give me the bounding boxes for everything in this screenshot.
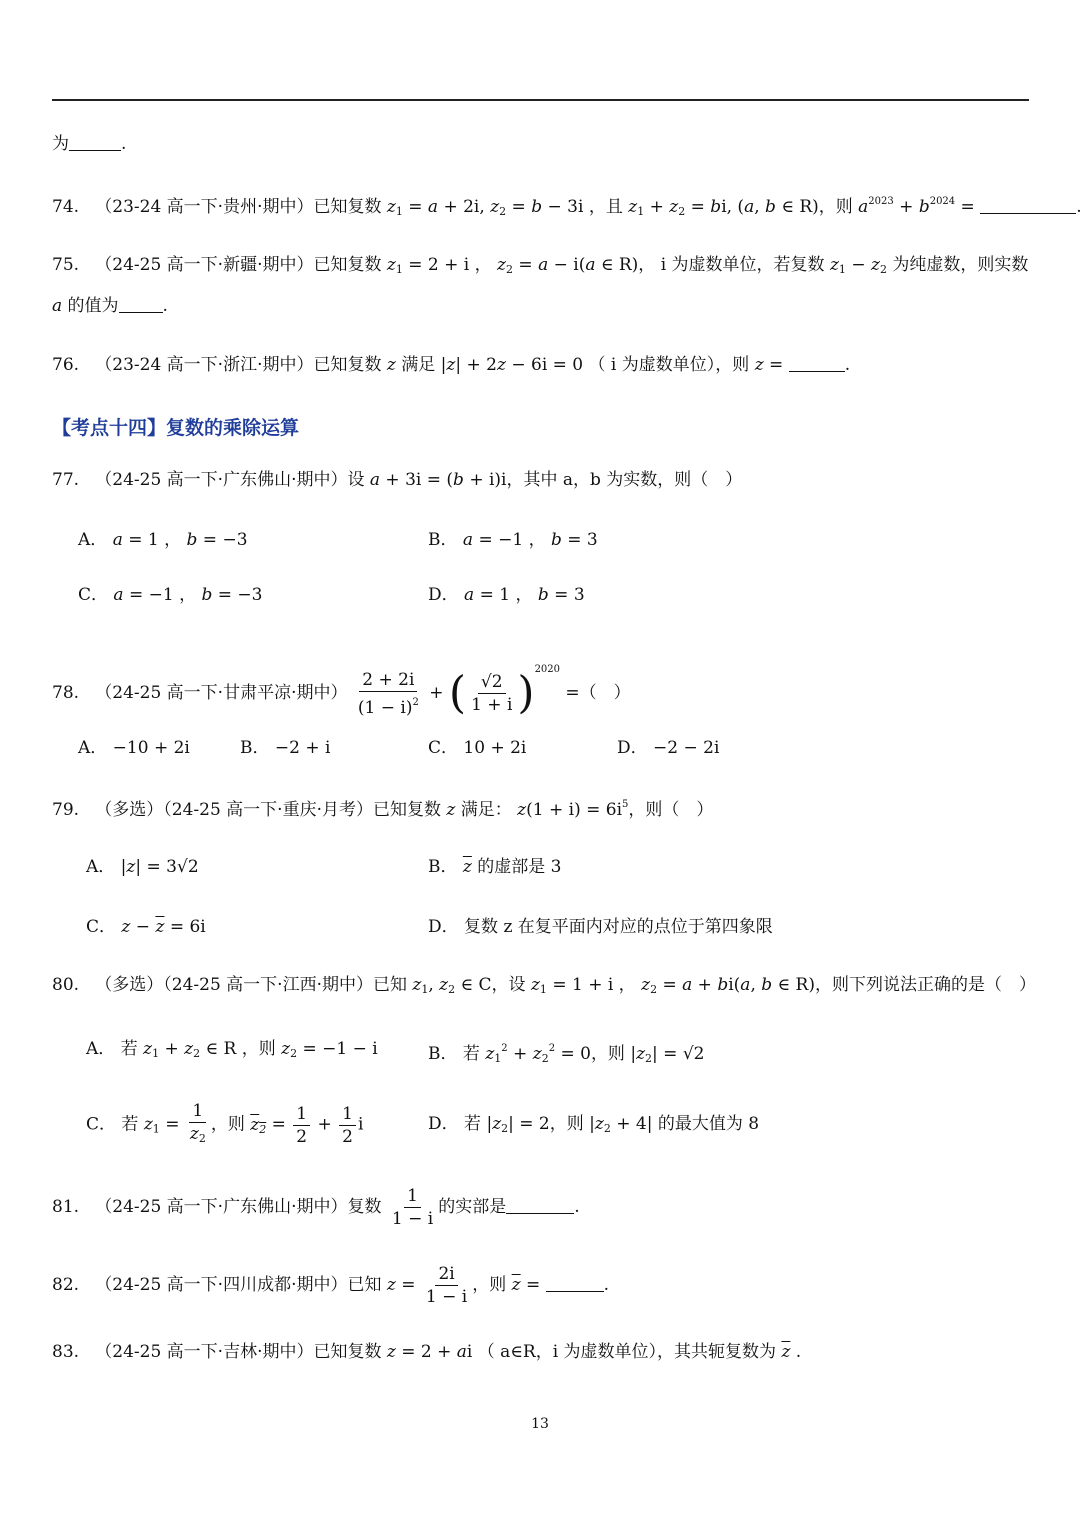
question-83: 83. （24-25 高一下·吉林·期中）已知复数 z = 2 + ai （ a∈R，i 为虚数单位），其共轭复数为 $\overline{z}$ . — [52, 1342, 802, 1362]
q79-option-a[interactable]: A． |z| = 3√2 — [86, 857, 199, 877]
q78-option-d[interactable]: D． −2 − 2i — [617, 738, 720, 758]
q79-option-c[interactable]: C． $z - \overline{z} = 6i$ — [86, 917, 206, 937]
question-76: 76. （23-24 高一下·浙江·期中）已知复数 z 满足 |z| + 2z − 6i = 0 （ i 为虚数单位），则 z = . — [52, 355, 851, 375]
q80-option-b[interactable]: B． 若 $z_1^2 + z_2^2 = 0$，则 $|z_2| = √2$ — [428, 1043, 705, 1065]
q73-tail: 为 . — [52, 134, 127, 154]
fraction: $\frac{√2}{1 + i}$ — [471, 672, 513, 715]
section-heading: 【考点十四】复数的乘除运算 — [52, 417, 300, 439]
q77-option-b[interactable]: B． a = −1 ， b = 3 — [428, 530, 598, 550]
fraction: $\frac{1}{2}$ — [293, 1103, 310, 1148]
q78-option-b[interactable]: B． −2 + i — [240, 738, 331, 758]
q77-option-a[interactable]: A． a = 1 ， b = −3 — [78, 530, 248, 550]
question-75-line2: a 的值为 . — [52, 296, 168, 316]
header-rule — [52, 99, 1029, 101]
fraction: $\frac{2 + 2i}{(1 - i)^2}$ — [357, 669, 419, 718]
question-74: 74. （23-24 高一下·贵州·期中）已知复数 $z_1 = a + 2i$, $z_2 = b - 3i$ ，且 $z_1 + z_2$ = bi, (a, b ∈ R)，则 $a^{2023} + b^{2024}$ = . — [52, 196, 1082, 218]
question-78: 78. （24-25 高一下·甘肃平凉·期中） $\frac{2 + 2i}{(1 - i)^2}$ + ( $\frac{√2}{1 + i}$ )$^{2020}$ =（ ） — [52, 664, 631, 719]
q79-option-d[interactable]: D． 复数 z 在复平面内对应的点位于第四象限 — [428, 917, 773, 937]
q77-option-c[interactable]: C． a = −1 ， b = −3 — [78, 585, 263, 605]
answer-blank — [69, 134, 121, 151]
page-number: 13 — [531, 1416, 549, 1432]
q78-option-c[interactable]: C． 10 + 2i — [428, 738, 527, 758]
fraction: $\frac{1}{1 - i}$ — [391, 1186, 434, 1229]
fraction: $\frac{2i}{1 - i}$ — [425, 1264, 468, 1307]
q78-option-a[interactable]: A． −10 + 2i — [78, 738, 190, 758]
q80-option-d[interactable]: D． 若 $|z_2| = 2$，则 $|z_2 + 4|$ 的最大值为 8 — [428, 1114, 760, 1135]
answer-blank — [506, 1197, 574, 1214]
question-75: 75. （24-25 高一下·新疆·期中）已知复数 $z_1 = 2 + i$ ， $z_2 = a - i(a$ ∈ R)， i 为虚数单位，若复数 $z_1 - z_2$ 为纯虚数，则实数 — [52, 255, 1029, 276]
q79-option-b[interactable]: B． $\overline{z}$ 的虚部是 3 — [428, 857, 562, 877]
fraction: $\frac{1}{2}$ — [339, 1103, 356, 1148]
question-80: 80. （多选）（24-25 高一下·江西·期中）已知 $z_1$, $z_2$ ∈ C，设 $z_1 = 1 + i$ ， $z_2 = a + bi(a$, b ∈ R)，则下列说法正确的是（ ） — [52, 975, 1036, 996]
q77-option-d[interactable]: D． a = 1 ， b = 3 — [428, 585, 585, 605]
question-79: 79. （多选）（24-25 高一下·重庆·月考）已知复数 z 满足： $z(1 + i) = 6i^5$，则（ ） — [52, 799, 714, 820]
question-77: 77. （24-25 高一下·广东佛山·期中）设 a + 3i = (b + i)i，其中 a，b 为实数，则（ ） — [52, 470, 743, 490]
q80-option-c[interactable]: C． 若 $z_1$ = $\frac{1}{z_2}$ ，则 $z_2$ = $\frac{1}{2}$ + $\frac{1}{2}$ i — [86, 1100, 363, 1154]
fraction: $\frac{1}{z_2}$ — [189, 1101, 206, 1145]
question-81: 81. （24-25 高一下·广东佛山·期中）复数 $\frac{1}{1 - i}$ 的实部是 . — [52, 1186, 580, 1229]
answer-blank — [980, 197, 1076, 214]
answer-blank — [546, 1275, 604, 1292]
answer-blank — [789, 355, 845, 372]
answer-blank — [119, 296, 163, 313]
question-82: 82. （24-25 高一下·四川成都·期中）已知 z = $\frac{2i}{1 - i}$ ，则 $\overline{z}$ = . — [52, 1264, 610, 1307]
q80-option-a[interactable]: A． 若 $z_1 + z_2$ ∈ R ，则 $z_2 = -1 - i$ — [86, 1039, 378, 1060]
